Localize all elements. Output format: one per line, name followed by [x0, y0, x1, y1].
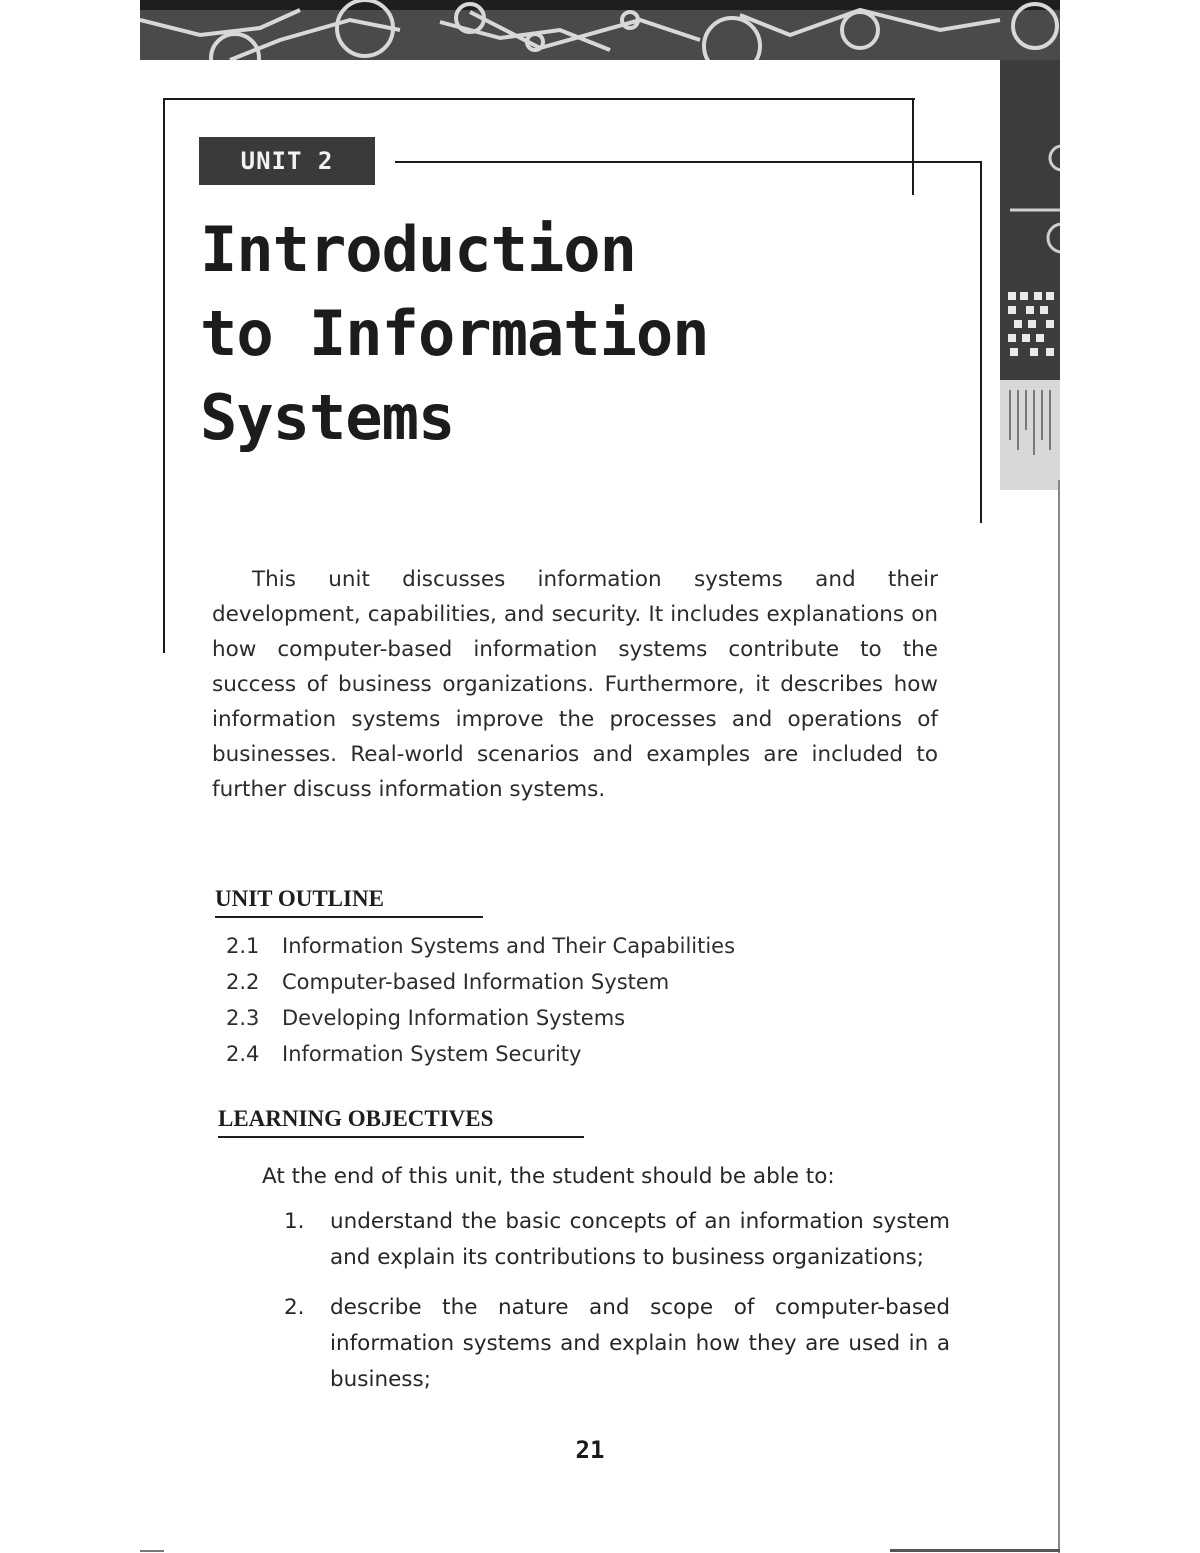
- frame-line: [163, 98, 915, 100]
- frame-line: [980, 161, 982, 523]
- list-item: [226, 1036, 735, 1072]
- objectives-intro: At the end of this unit, the student should be able to:: [262, 1164, 835, 1189]
- scan-edge-mark: [140, 1550, 164, 1552]
- outline-text: Information System Security: [282, 1042, 582, 1066]
- outline-number: 2.2: [226, 970, 260, 994]
- list-item: [226, 1000, 735, 1036]
- circuit-banner: [140, 0, 1060, 68]
- unit-outline-heading: UNIT OUTLINE: [215, 886, 483, 918]
- unit-outline-list: [226, 928, 735, 1072]
- circuit-side-strip: [1000, 60, 1060, 490]
- objective-number: 1.: [284, 1209, 305, 1234]
- list-item: [226, 928, 735, 964]
- unit-badge: UNIT 2: [199, 137, 375, 185]
- list-item: [284, 1204, 950, 1276]
- outline-text: Computer-based Information System: [282, 970, 670, 994]
- title-line: Introduction: [200, 213, 636, 286]
- page-edge-line: [1058, 480, 1060, 1553]
- circuit-pattern-icon: [140, 0, 1060, 68]
- outline-text: Information Systems and Their Capabilities: [282, 934, 736, 958]
- learning-objectives-heading: LEARNING OBJECTIVES: [218, 1106, 584, 1138]
- title-line: to Information: [200, 297, 709, 370]
- outline-number: 2.1: [226, 934, 260, 958]
- page-title: [200, 208, 709, 460]
- title-line: Systems: [200, 381, 455, 454]
- frame-line: [912, 98, 914, 195]
- objectives-list: [284, 1204, 950, 1412]
- outline-number: 2.4: [226, 1042, 260, 1066]
- outline-number: 2.3: [226, 1006, 260, 1030]
- list-item: [226, 964, 735, 1000]
- objective-text: understand the basic concepts of an information system and explain its contributions to business organizations;: [330, 1209, 950, 1270]
- scan-edge-mark: [890, 1549, 1060, 1552]
- list-item: [284, 1290, 950, 1398]
- frame-line: [163, 98, 165, 653]
- intro-paragraph: This unit discusses information systems and their development, capabilities, and security. It includes explanations on how computer-based information systems contribute to the success of business organizations. Furthermore, it describes how information systems improve the processes and operations of businesses. Real-world scenarios and examples are included to further discuss information systems.: [212, 567, 938, 802]
- outline-text: Developing Information Systems: [282, 1006, 626, 1030]
- page-number: 21: [575, 1436, 605, 1464]
- unit-rule: [395, 161, 982, 163]
- circuit-pattern-icon: [1000, 60, 1060, 490]
- objective-number: 2.: [284, 1295, 305, 1320]
- objective-text: describe the nature and scope of computer-based information systems and explain how they are used in a business;: [330, 1295, 950, 1392]
